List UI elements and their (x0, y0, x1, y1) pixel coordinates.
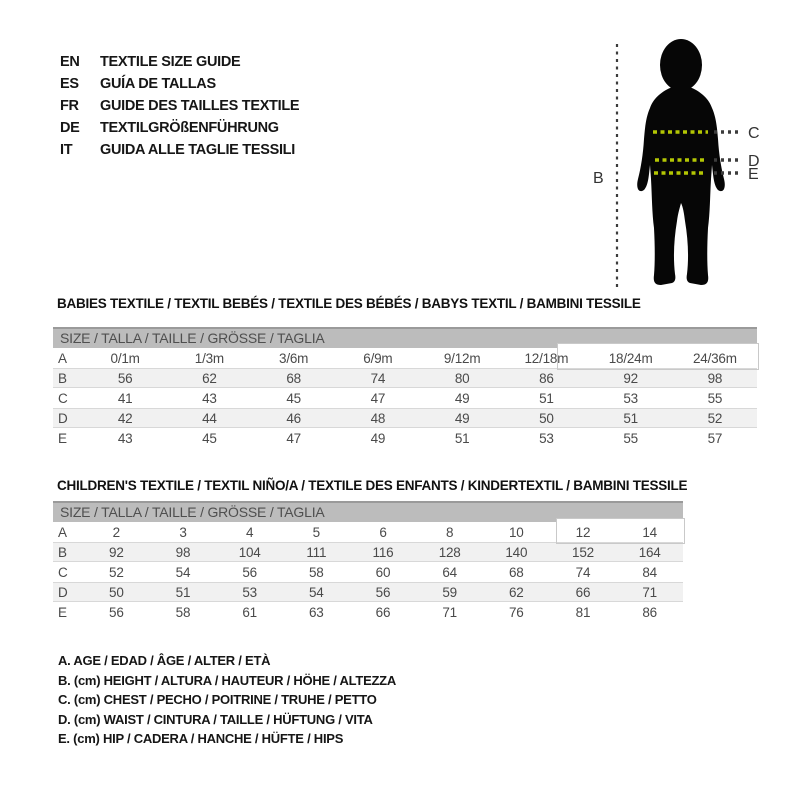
table-cell: 128 (438, 544, 461, 560)
table-cell: 80 (454, 370, 470, 386)
row-label: B (58, 544, 67, 560)
table-cell: 64 (442, 564, 457, 580)
lang-row-en (60, 51, 299, 73)
measurement-legend (58, 651, 396, 749)
table-cell: 116 (372, 544, 394, 560)
figure-label-chest: C (748, 125, 760, 142)
table-cell: 54 (175, 564, 191, 580)
table-cell: 45 (202, 430, 217, 446)
table-cell: 43 (202, 390, 217, 406)
table-cell: 56 (117, 370, 133, 386)
table-cell: 74 (370, 370, 386, 386)
row-label: A (58, 350, 67, 366)
table-cell: 111 (306, 544, 327, 560)
table-cell: 66 (375, 604, 391, 620)
row-label: B (58, 370, 67, 386)
table-cell: 53 (539, 430, 554, 446)
lang-code: FR (60, 98, 79, 114)
lang-title: GUÍA DE TALLAS (100, 76, 216, 92)
table-cell: 45 (286, 390, 301, 406)
lang-row-it (60, 139, 299, 161)
table-row-D (53, 408, 757, 428)
legend-chest: C. (cm) CHEST / PECHO / POITRINE / TRUHE / PETTO (58, 692, 377, 707)
row-label: E (58, 430, 67, 446)
row-label: E (58, 604, 67, 620)
table-cell: 140 (505, 544, 528, 560)
table-cell: 55 (623, 430, 638, 446)
table-cell: 6 (379, 524, 387, 540)
table-cell: 54 (309, 584, 324, 600)
table-cell: 59 (442, 584, 457, 600)
babies-size-header-bar: SIZE / TALLA / TAILLE / GRÖSSE / TAGLIA (53, 327, 757, 348)
table-cell: 60 (375, 564, 391, 580)
figure-label-waist: D (748, 153, 760, 170)
table-cell: 68 (509, 564, 524, 580)
table-cell: 49 (454, 390, 470, 406)
table-cell: 62 (202, 370, 217, 386)
table-cell: 43 (117, 430, 133, 446)
table-cell: 52 (109, 564, 124, 580)
row-label: D (58, 410, 68, 426)
table-cell: 18/24m (608, 350, 653, 366)
lang-row-es (60, 73, 299, 95)
table-cell: 50 (109, 584, 124, 600)
babies-highlight-box (557, 343, 759, 370)
silhouette-body (637, 86, 725, 285)
table-cell: 1/3m (194, 350, 224, 366)
row-label: A (58, 524, 67, 540)
table-cell: 86 (539, 370, 554, 386)
table-cell: 51 (454, 430, 470, 446)
table-cell: 58 (309, 564, 324, 580)
table-cell: 3/6m (279, 350, 309, 366)
table-row-C (53, 562, 683, 582)
table-cell: 9/12m (443, 350, 481, 366)
table-cell: 56 (109, 604, 124, 620)
table-cell: 84 (642, 564, 657, 580)
table-cell: 62 (509, 584, 524, 600)
table-cell: 3 (179, 524, 187, 540)
table-cell: 48 (370, 410, 386, 426)
lang-code: ES (60, 76, 79, 92)
table-cell: 76 (509, 604, 524, 620)
table-cell: 5 (312, 524, 320, 540)
table-cell: 98 (707, 370, 723, 386)
table-cell: 58 (175, 604, 191, 620)
legend-height: B. (cm) HEIGHT / ALTURA / HAUTEUR / HÖHE / ALTEZZA (58, 672, 397, 688)
table-cell: 98 (175, 544, 191, 560)
table-cell: 71 (642, 584, 657, 600)
lang-code: DE (60, 120, 80, 136)
table-cell: 8 (446, 524, 454, 540)
table-row-E (53, 428, 757, 448)
figure-label-hip: E (748, 166, 759, 183)
table-cell: 56 (375, 584, 391, 600)
table-cell: 49 (454, 410, 470, 426)
table-cell: 66 (575, 584, 591, 600)
table-cell: 71 (442, 604, 457, 620)
figure-label-height: B (593, 170, 604, 187)
lang-row-fr (60, 95, 299, 117)
table-cell: 50 (539, 410, 554, 426)
lang-title: TEXTILGRÖßENFÜHRUNG (100, 120, 279, 136)
table-cell: 53 (242, 584, 257, 600)
language-header (60, 51, 299, 161)
babies-section-title: BABIES TEXTILE / TEXTIL BEBÉS / TEXTILE DES BÉBÉS / BABYS TEXTIL / BAMBINI TESSILE (57, 296, 641, 311)
table-cell: 0/1m (110, 350, 140, 366)
table-cell: 104 (238, 544, 261, 560)
table-cell: 57 (707, 430, 723, 446)
table-cell: 4 (246, 524, 254, 540)
table-cell: 164 (638, 544, 661, 560)
table-cell: 61 (242, 604, 257, 620)
table-cell: 92 (623, 370, 638, 386)
table-cell: 74 (575, 564, 591, 580)
table-cell: 53 (623, 390, 638, 406)
row-label: C (58, 390, 68, 406)
lang-title: GUIDA ALLE TAGLIE TESSILI (100, 142, 295, 158)
table-cell: 56 (242, 564, 257, 580)
table-cell: 47 (286, 430, 301, 446)
table-cell: 63 (309, 604, 324, 620)
lang-code: IT (60, 142, 73, 158)
child-measurement-figure (580, 15, 800, 305)
table-cell: 46 (286, 410, 301, 426)
lang-title: GUIDE DES TAILLES TEXTILE (100, 98, 300, 114)
row-label: C (58, 564, 68, 580)
table-cell: 51 (539, 390, 554, 406)
lang-code: EN (60, 54, 80, 70)
children-size-header-bar: SIZE / TALLA / TAILLE / GRÖSSE / TAGLIA (53, 501, 683, 522)
table-row-B (53, 368, 757, 388)
table-cell: 24/36m (692, 350, 737, 366)
table-cell: 92 (109, 544, 124, 560)
table-cell: 41 (117, 390, 133, 406)
lang-title: TEXTILE SIZE GUIDE (100, 54, 241, 70)
table-cell: 86 (642, 604, 657, 620)
table-cell: 12/18m (524, 350, 569, 366)
table-row-B (53, 542, 683, 562)
table-cell: 44 (202, 410, 217, 426)
row-label: D (58, 584, 68, 600)
table-cell: 47 (370, 390, 386, 406)
table-cell: 152 (572, 544, 594, 560)
legend-waist: D. (cm) WAIST / CINTURA / TAILLE / HÜFTUNG / VITA (58, 711, 373, 727)
table-cell: 68 (286, 370, 301, 386)
lang-row-de (60, 117, 299, 139)
table-cell: 12 (575, 524, 591, 540)
table-cell: 2 (112, 524, 120, 540)
children-highlight-box (556, 518, 685, 544)
table-cell: 51 (623, 410, 638, 426)
table-cell: 42 (117, 410, 133, 426)
child-silhouette-icon (580, 15, 800, 305)
table-cell: 14 (642, 524, 657, 540)
table-row-C (53, 388, 757, 408)
legend-hip: E. (cm) HIP / CADERA / HANCHE / HÜFTE / HIPS (58, 731, 344, 746)
table-cell: 6/9m (363, 350, 393, 366)
legend-age: A. AGE / EDAD / ÂGE / ALTER / ETÀ (58, 653, 271, 668)
table-cell: 49 (370, 430, 386, 446)
table-cell: 51 (175, 584, 191, 600)
children-section-title: CHILDREN'S TEXTILE / TEXTIL NIÑO/A / TEXTILE DES ENFANTS / KINDERTEXTIL / BAMBINI TESSILE (57, 478, 688, 493)
silhouette-head (660, 39, 702, 91)
table-cell: 81 (575, 604, 591, 620)
table-cell: 10 (509, 524, 524, 540)
table-cell: 55 (707, 390, 723, 406)
table-row-E (53, 602, 683, 622)
table-cell: 52 (707, 410, 723, 426)
table-row-D (53, 582, 683, 602)
